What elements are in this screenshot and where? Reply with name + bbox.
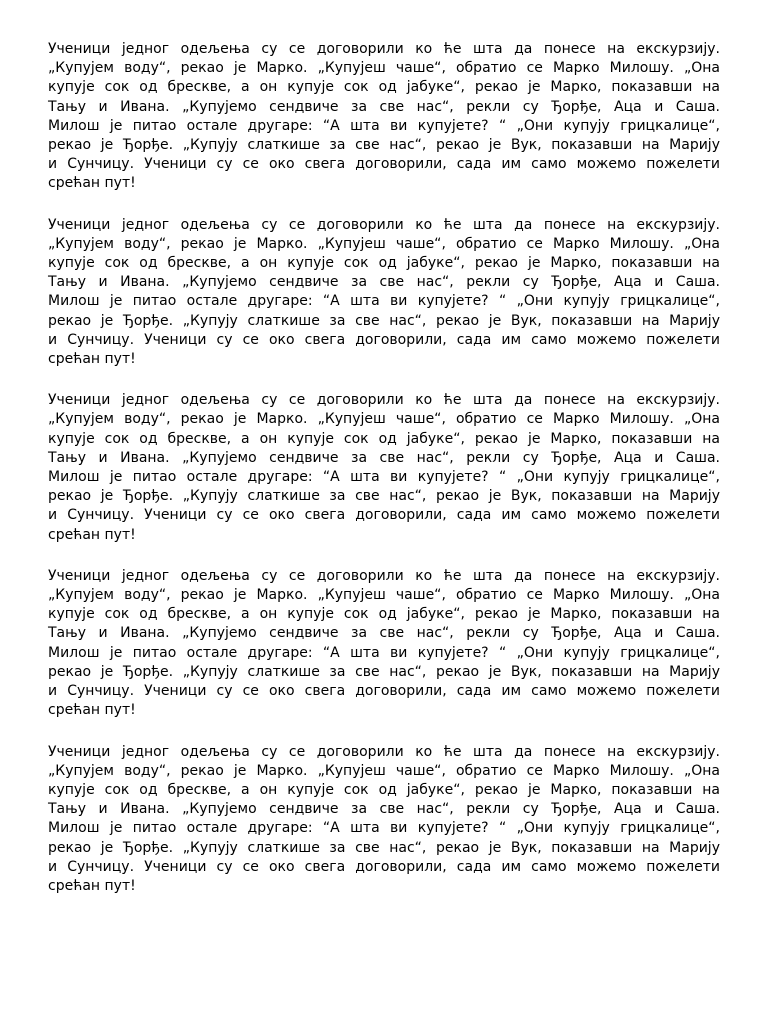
paragraph-4 <box>48 567 720 721</box>
text-line: купује сок од бресквe, а он купује сок од јабуке“, рекао је Марко, показавши на <box>48 430 720 447</box>
text-line: купује сок од бресквe, а он купује сок од јабуке“, рекао је Марко, показавши на <box>48 79 720 96</box>
text-line: купује сок од бресквe, а он купује сок од јабуке“, рекао је Марко, показавши на <box>48 781 720 798</box>
text-line: Тању и Ивана. „Купујемо сендвиче за све нас“, рекли су Ђорђе, Аца и Саша. <box>48 98 720 115</box>
text-line: „Купујем воду“, рекао је Марко. „Купујеш чаше“, обратио се Марко Милошу. „Она <box>48 411 720 428</box>
text-line: Ученици једног одељења су се договорили ко ће шта да понесе на екскурзију. <box>48 392 720 409</box>
text-line: и Сунчицу. Ученици су се око свега договорили, сада им само можемо пожелети <box>48 331 720 348</box>
text-line: Ученици једног одељења су се договорили ко ће шта да понесе на екскурзију. <box>48 216 720 233</box>
text-line: рекао је Ђорђе. „Купују слаткише за све нас“, рекао је Вук, показавши на Марију <box>48 839 720 856</box>
text-line: срећан пут! <box>48 877 136 894</box>
text-line: Ученици једног одељења су се договорили ко ће шта да понесе на екскурзију. <box>48 41 720 57</box>
paragraph-2 <box>48 216 720 370</box>
text-line: рекао је Ђорђе. „Купују слаткише за све нас“, рекао је Вук, показавши на Марију <box>48 312 720 329</box>
text-line: рекао је Ђорђе. „Купују слаткише за све нас“, рекао је Вук, показавши на Марију <box>48 137 720 154</box>
text-line: Ученици једног одељења су се договорили ко ће шта да понесе на екскурзију. <box>48 567 720 584</box>
text-line: купује сок од бресквe, а он купује сок од јабуке“, рекао је Марко, показавши на <box>48 606 720 623</box>
text-line: „Купујем воду“, рекао је Марко. „Купујеш чаше“, обратио се Марко Милошу. „Она <box>48 60 720 77</box>
text-line: Тању и Ивана. „Купујемо сендвиче за све нас“, рекли су Ђорђе, Аца и Саша. <box>48 449 720 466</box>
paragraph-1 <box>48 40 720 194</box>
text-line: купује сок од бресквe, а он купује сок од јабуке“, рекао је Марко, показавши на <box>48 255 720 272</box>
text-line: Милош је питао остале другаре: “А шта ви купујете? “ „Они купују грицкалице“, <box>48 644 720 661</box>
text-line: и Сунчицу. Ученици су се око свега договорили, сада им само можемо пожелети <box>48 683 720 700</box>
paragraph-3 <box>48 391 720 545</box>
text-line: срећан пут! <box>48 351 136 368</box>
text-line: Милош је питао остале другаре: “А шта ви купујете? “ „Они купују грицкалице“, <box>48 293 720 310</box>
text-line: срећан пут! <box>48 702 136 719</box>
text-line: срећан пут! <box>48 526 136 543</box>
text-line: рекао је Ђорђе. „Купују слаткише за све нас“, рекао је Вук, показавши на Марију <box>48 663 720 680</box>
text-line: „Купујем воду“, рекао је Марко. „Купујеш чаше“, обратио се Марко Милошу. „Она <box>48 587 720 604</box>
text-line: Ученици једног одељења су се договорили ко ће шта да понесе на екскурзију. <box>48 743 720 760</box>
text-line: рекао је Ђорђе. „Купују слаткише за све нас“, рекао је Вук, показавши на Марију <box>48 488 720 505</box>
document-page <box>48 40 720 918</box>
text-line: „Купујем воду“, рекао је Марко. „Купујеш чаше“, обратио се Марко Милошу. „Она <box>48 762 720 779</box>
text-line: Милош је питао остале другаре: “А шта ви купујете? “ „Они купују грицкалице“, <box>48 820 720 837</box>
text-line: Милош је питао остале другаре: “А шта ви купујете? “ „Они купују грицкалице“, <box>48 469 720 486</box>
text-line: Тању и Ивана. „Купујемо сендвиче за све нас“, рекли су Ђорђе, Аца и Саша. <box>48 625 720 642</box>
text-line: „Купујем воду“, рекао је Марко. „Купујеш чаше“, обратио се Марко Милошу. „Она <box>48 235 720 252</box>
text-line: Тању и Ивана. „Купујемо сендвиче за све нас“, рекли су Ђорђе, Аца и Саша. <box>48 801 720 818</box>
text-line: срећан пут! <box>48 175 136 192</box>
text-line: и Сунчицу. Ученици су се око свега договорили, сада им само можемо пожелети <box>48 858 720 875</box>
text-line: и Сунчицу. Ученици су се око свега договорили, сада им само можемо пожелети <box>48 156 720 173</box>
text-line: Тању и Ивана. „Купујемо сендвиче за све нас“, рекли су Ђорђе, Аца и Саша. <box>48 274 720 291</box>
text-line: Милош је питао остале другаре: “А шта ви купујете? “ „Они купују грицкалице“, <box>48 117 720 134</box>
paragraph-5 <box>48 743 720 897</box>
text-line: и Сунчицу. Ученици су се око свега договорили, сада им само можемо пожелети <box>48 507 720 524</box>
